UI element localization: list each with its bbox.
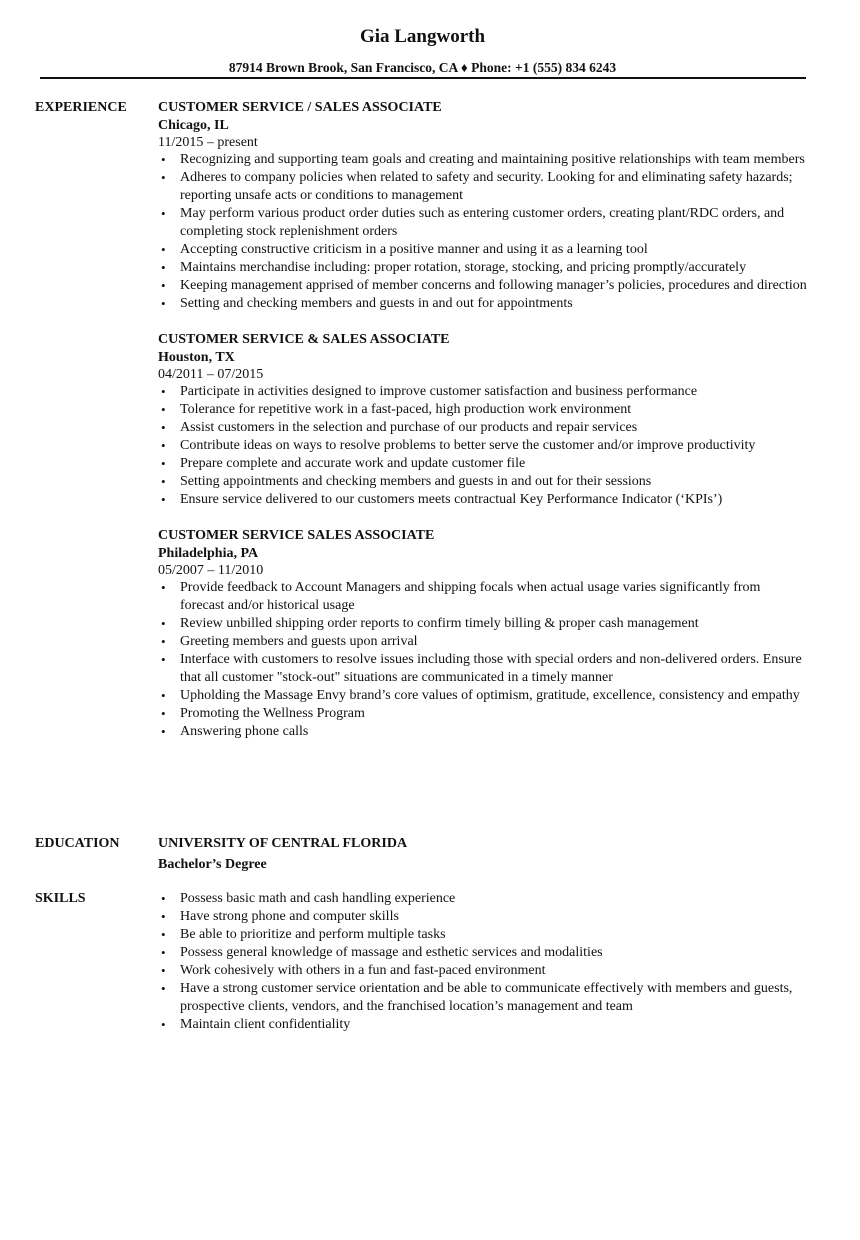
list-item: • Assist customers in the selection and purchase of our products and repair services xyxy=(180,419,808,437)
list-item: • Adheres to company policies when related to safety and security. Looking for and eliminating safety hazards; reporting unsafe acts or conditions to management xyxy=(180,169,808,205)
skills-heading: SKILLS xyxy=(35,891,86,906)
job-location: Philadelphia, PA xyxy=(158,546,259,561)
job-title: CUSTOMER SERVICE SALES ASSOCIATE xyxy=(158,528,435,543)
list-item: • Have a strong customer service orientation and be able to communicate effectively with members and guests, prospective clients, vendors, and the franchised location’s management and team xyxy=(180,980,808,1016)
list-item: • Promoting the Wellness Program xyxy=(180,705,808,723)
experience-list xyxy=(158,99,808,759)
list-item: • Provide feedback to Account Managers and shipping focals when actual usage varies significantly from forecast and/or historical usage xyxy=(180,579,808,615)
list-item: • Prepare complete and accurate work and update customer file xyxy=(180,455,808,473)
job-entry xyxy=(158,331,808,509)
list-item: • Maintain client confidentiality xyxy=(180,1016,808,1034)
list-item: • Upholding the Massage Envy brand’s core values of optimism, gratitude, excellence, consistency and empathy xyxy=(180,687,808,705)
list-item: • Recognizing and supporting team goals and creating and maintaining positive relationships with team members xyxy=(180,151,808,169)
list-item: • Setting appointments and checking members and guests in and out for their sessions xyxy=(180,473,808,491)
list-item: • Be able to prioritize and perform multiple tasks xyxy=(180,926,808,944)
job-bullets xyxy=(158,383,808,509)
job-location: Chicago, IL xyxy=(158,118,229,133)
list-item: • Have strong phone and computer skills xyxy=(180,908,808,926)
job-title: CUSTOMER SERVICE / SALES ASSOCIATE xyxy=(158,100,442,115)
list-item: • Tolerance for repetitive work in a fast-paced, high production work environment xyxy=(180,401,808,419)
list-item: • Review unbilled shipping order reports to confirm timely billing & proper cash management xyxy=(180,615,808,633)
education-body xyxy=(158,835,808,874)
list-item: • Greeting members and guests upon arrival xyxy=(180,633,808,651)
list-item: • Possess general knowledge of massage and esthetic services and modalities xyxy=(180,944,808,962)
list-item: • May perform various product order duties such as entering customer orders, creating plant/RDC orders, and completing stock replenishment orders xyxy=(180,205,808,241)
list-item: • Keeping management apprised of member concerns and following manager’s policies, procedures and direction xyxy=(180,277,808,295)
job-entry xyxy=(158,99,808,313)
job-dates: 11/2015 – present xyxy=(158,135,258,150)
education-heading: EDUCATION xyxy=(35,836,120,851)
list-item: • Maintains merchandise including: proper rotation, storage, stocking, and pricing promptly/accurately xyxy=(180,259,808,277)
resume-name: Gia Langworth xyxy=(359,26,486,47)
list-item: • Accepting constructive criticism in a positive manner and using it as a learning tool xyxy=(180,241,808,259)
job-location: Houston, TX xyxy=(158,350,235,365)
list-item: • Contribute ideas on ways to resolve problems to better serve the customer and/or improve productivity xyxy=(180,437,808,455)
job-title: CUSTOMER SERVICE & SALES ASSOCIATE xyxy=(158,332,450,347)
list-item: • Participate in activities designed to improve customer satisfaction and business performance xyxy=(180,383,808,401)
job-dates: 04/2011 – 07/2015 xyxy=(158,367,264,382)
list-item: • Interface with customers to resolve issues including those with special orders and non-delivered orders. Ensure that all customer "stock-out" situations are communicated in a timely manner xyxy=(180,651,808,687)
list-item: • Work cohesively with others in a fun and fast-paced environment xyxy=(180,962,808,980)
list-item: • Answering phone calls xyxy=(180,723,808,741)
experience-heading: EXPERIENCE xyxy=(35,100,127,115)
contact-line: 87914 Brown Brook, San Francisco, CA ♦ Phone: +1 (555) 834 6243 xyxy=(228,60,617,75)
list-item: • Setting and checking members and guests in and out for appointments xyxy=(180,295,808,313)
skills-list xyxy=(158,890,808,1034)
list-item: • Possess basic math and cash handling experience xyxy=(180,890,808,908)
header-divider xyxy=(40,77,806,79)
list-item: • Ensure service delivered to our customers meets contractual Key Performance Indicator (‘KPIs’) xyxy=(180,491,808,509)
job-bullets xyxy=(158,151,808,313)
school-name: UNIVERSITY OF CENTRAL FLORIDA xyxy=(158,836,408,851)
job-entry xyxy=(158,527,808,741)
job-dates: 05/2007 – 11/2010 xyxy=(158,563,264,578)
skills-body xyxy=(158,890,808,1034)
degree: Bachelor’s Degree xyxy=(158,857,267,872)
job-bullets xyxy=(158,579,808,741)
